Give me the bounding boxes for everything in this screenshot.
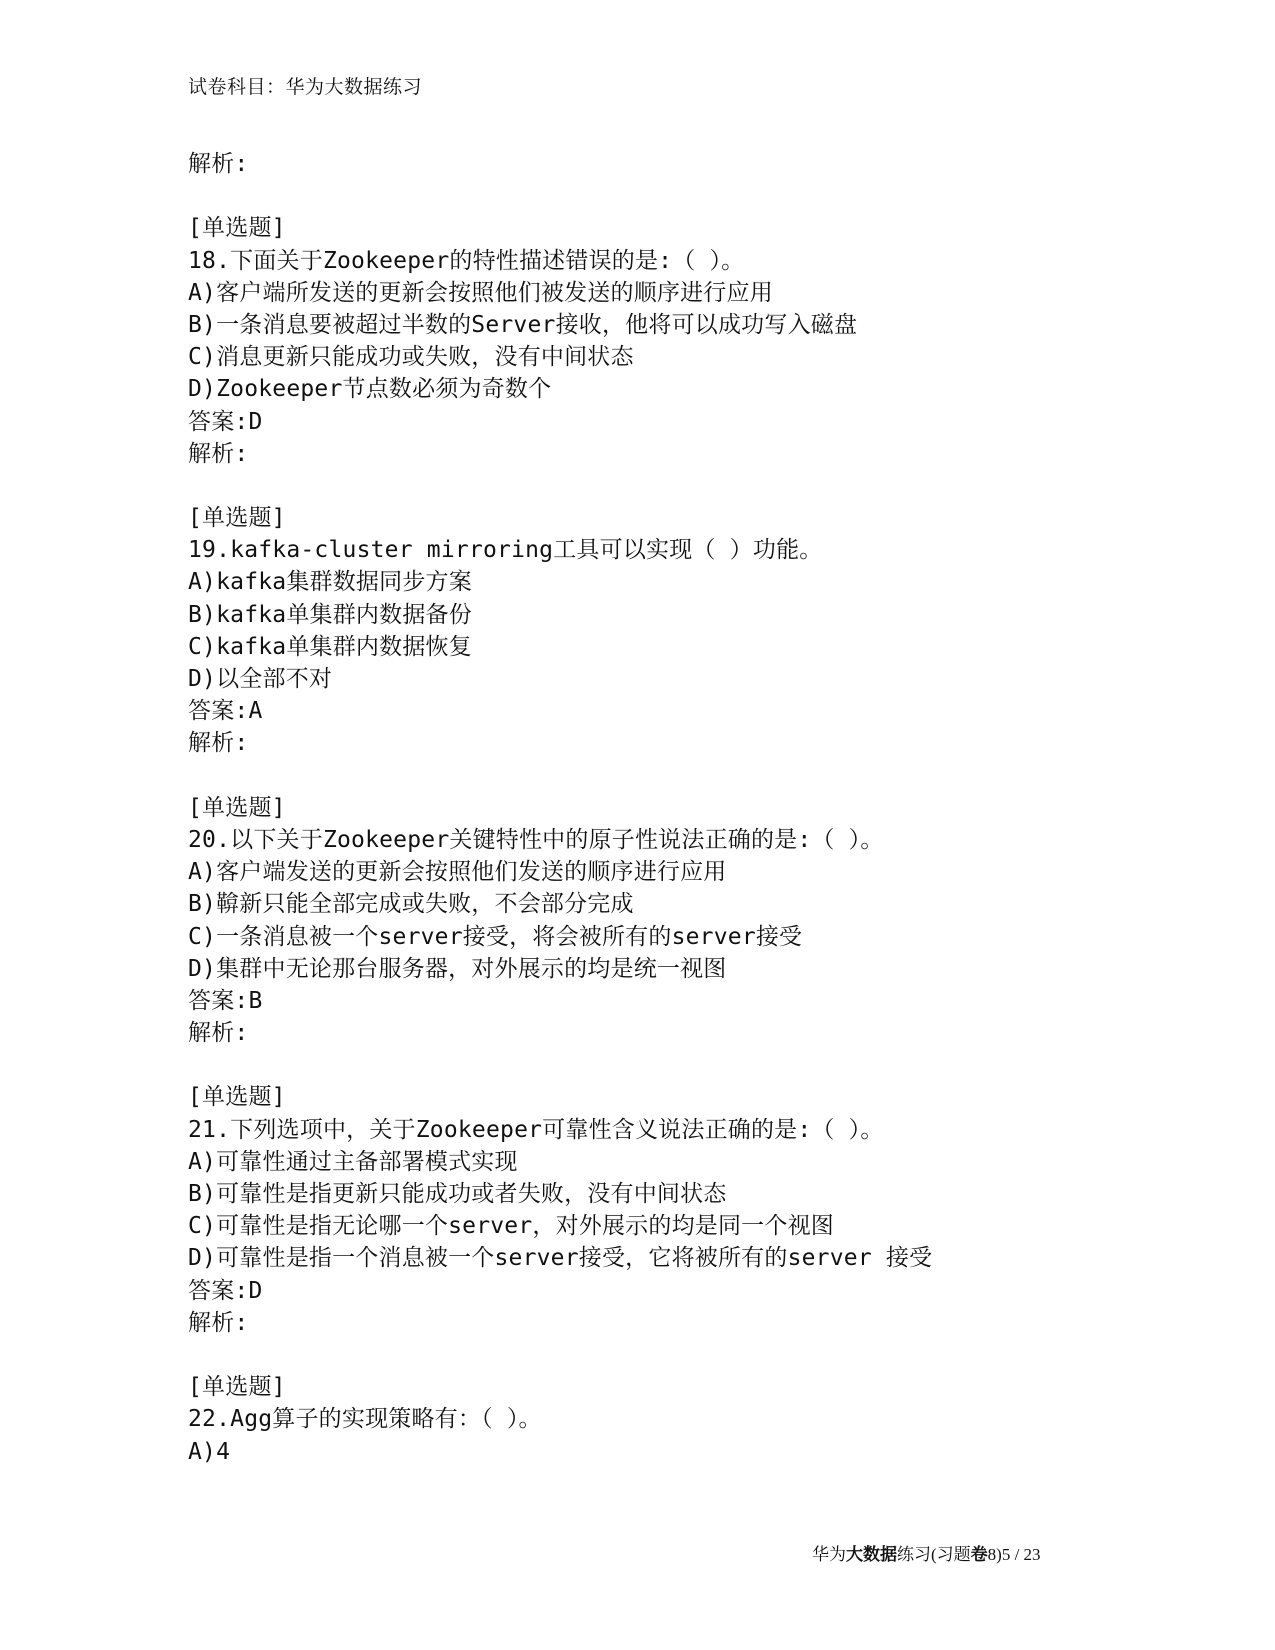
question-block [188,212,1188,470]
option-c: C)kafka单集群内数据恢复 [188,633,472,660]
option-c: C)可靠性是指无论哪一个server，对外展示的均是同一个视图 [188,1213,834,1240]
option-d: D)Zookeeper节点数必须为奇数个 [188,376,552,403]
question-type: [单选题] [188,1084,286,1111]
footer-middle: 练习(习题 [897,1545,971,1564]
analysis-label: 解析: [188,440,249,467]
option-a: A)4 [188,1438,231,1465]
option-a: A)客户端发送的更新会按照他们发送的顺序进行应用 [188,859,727,886]
option-a: A)kafka集群数据同步方案 [188,569,472,596]
question-block [188,502,1188,760]
question-stem: 18.下面关于Zookeeper的特性描述错误的是:（ ）。 [188,247,745,274]
footer-prefix: 华为 [812,1545,846,1564]
footer-bold-1: 大数据 [846,1545,897,1564]
question-type: [单选题] [188,1374,286,1401]
analysis-label: 解析: [188,1309,249,1336]
question-stem: 20.以下关于Zookeeper关键特性中的原子性说法正确的是:（ ）。 [188,826,884,853]
footer-page-number: 8)5 / 23 [987,1545,1041,1564]
option-a: A)可靠性通过主备部署模式实现 [188,1148,518,1175]
option-c: C)一条消息被一个server接受，将会被所有的server接受 [188,923,803,950]
option-d: D)集群中无论那台服务器，对外展示的均是统一视图 [188,955,727,982]
question-block [188,792,1188,1050]
question-stem: 22.Agg算子的实现策略有：（ ）。 [188,1406,542,1433]
option-c: C)消息更新只能成功或失败，没有中间状态 [188,344,634,371]
question-block [188,1081,1188,1339]
option-b: B)一条消息要被超过半数的Server接收，他将可以成功写入磁盘 [188,311,858,338]
question-type: [单选题] [188,794,286,821]
option-b: B)kafka单集群内数据备份 [188,601,472,628]
analysis-label: 解析: [188,730,249,757]
option-b: B)可靠性是指更新只能成功或者失败，没有中间状态 [188,1181,727,1207]
page-footer [812,1540,1041,1565]
question-block [188,1371,1188,1468]
answer-line: 答案:D [188,408,263,435]
exam-subject-header: 试卷科目：华为大数据练习 [188,76,423,98]
option-d: D)可靠性是指一个消息被一个server接受，它将被所有的server 接受 [188,1245,933,1272]
option-a: A)客户端所发送的更新会按照他们被发送的顺序进行应用 [188,279,773,306]
option-d: D)以全部不对 [188,666,333,692]
answer-line: 答案:D [188,1277,263,1304]
question-type: [单选题] [188,215,286,242]
option-b: B)鞥新只能全部完成或失败，不会部分完成 [188,891,634,918]
question-type: [单选题] [188,505,286,532]
answer-line: 答案:B [188,987,263,1014]
analysis-label: 解析: [188,151,249,177]
question-list [188,148,1188,1468]
question-stem: 21.下列选项中，关于Zookeeper可靠性含义说法正确的是:（ ）。 [188,1116,884,1143]
footer-bold-2: 卷 [970,1545,988,1564]
answer-line: 答案:A [188,698,263,725]
question-stem: 19.kafka-cluster mirroring工具可以实现（ ）功能。 [188,537,823,564]
analysis-label: 解析: [188,1020,249,1047]
